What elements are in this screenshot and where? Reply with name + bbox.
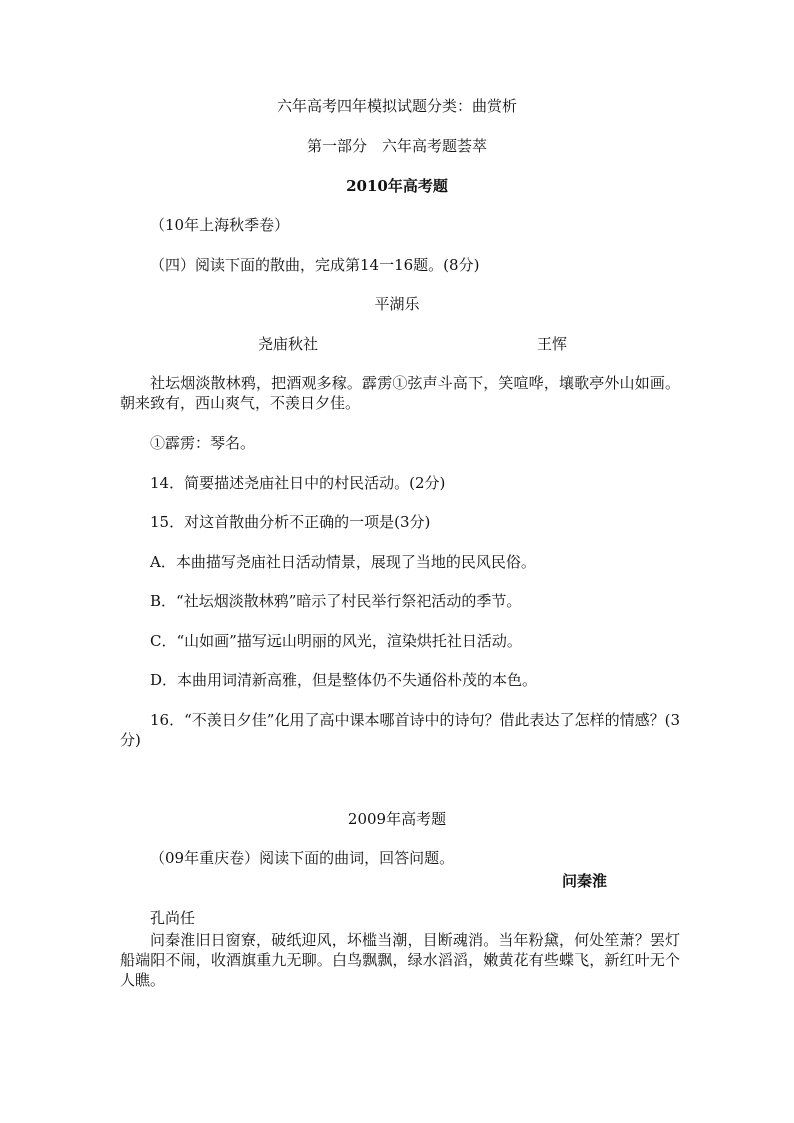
section-heading-2009: 2009年高考题 — [347, 810, 447, 828]
option-d: D．本曲用词清新高雅，但是整体仍不失通俗朴茂的本色。 — [150, 671, 538, 689]
question-intro-2010: （四）阅读下面的散曲，完成第14一16题。(8分) — [150, 256, 480, 274]
option-c: C．“山如画”描写远山明丽的风光，渲染烘托社日活动。 — [150, 632, 522, 650]
source-2010: （10年上海秋季卷） — [150, 216, 290, 234]
poem-subtitle: 尧庙秋社 — [258, 335, 319, 353]
poem-author: 王恽 — [537, 335, 568, 353]
poem-title: 平湖乐 — [374, 295, 420, 313]
qu-title: 问秦淮 — [562, 872, 608, 890]
option-b: B．“社坛烟淡散林鸦”暗示了村民举行祭祀活动的季节。 — [150, 592, 522, 610]
option-a: A．本曲描写尧庙社日活动情景，展现了当地的民风民俗。 — [150, 553, 536, 571]
source-2009: （09年重庆卷）阅读下面的曲词，回答问题。 — [150, 849, 455, 867]
qu-author: 孔尚任 — [150, 909, 196, 927]
question-16: 16．“不羡日夕佳”化用了高中课本哪首诗中的诗句？借此表达了怎样的情感？(3分) — [120, 711, 680, 749]
part-heading: 第一部分 六年高考题荟萃 — [306, 137, 487, 155]
question-15: 15．对这首散曲分析不正确的一项是(3分) — [150, 513, 431, 531]
footnote: ①霹雳：琴名。 — [150, 434, 256, 452]
qu-text: 问秦淮旧日窗寮，破纸迎风，坏槛当潮，目断魂消。当年粉黛，何处笙萧？罢灯船端阳不闹，收酒旗重九无聊。白鸟飘飘，绿水滔滔，嫩黄花有些蝶飞，新红叶无个人瞧。 — [120, 931, 680, 989]
section-heading-2010: 2010年高考题 — [346, 177, 448, 195]
question-14: 14．简要描述尧庙社日中的村民活动。(2分) — [150, 474, 446, 492]
poem-text: 社坛烟淡散林鸦，把酒观多稼。霹雳①弦声斗高下，笑喧哗，壤歌亭外山如画。朝来致有，西山爽气，不羡日夕佳。 — [120, 374, 680, 412]
document-title: 六年高考四年模拟试题分类：曲赏析 — [276, 97, 517, 115]
